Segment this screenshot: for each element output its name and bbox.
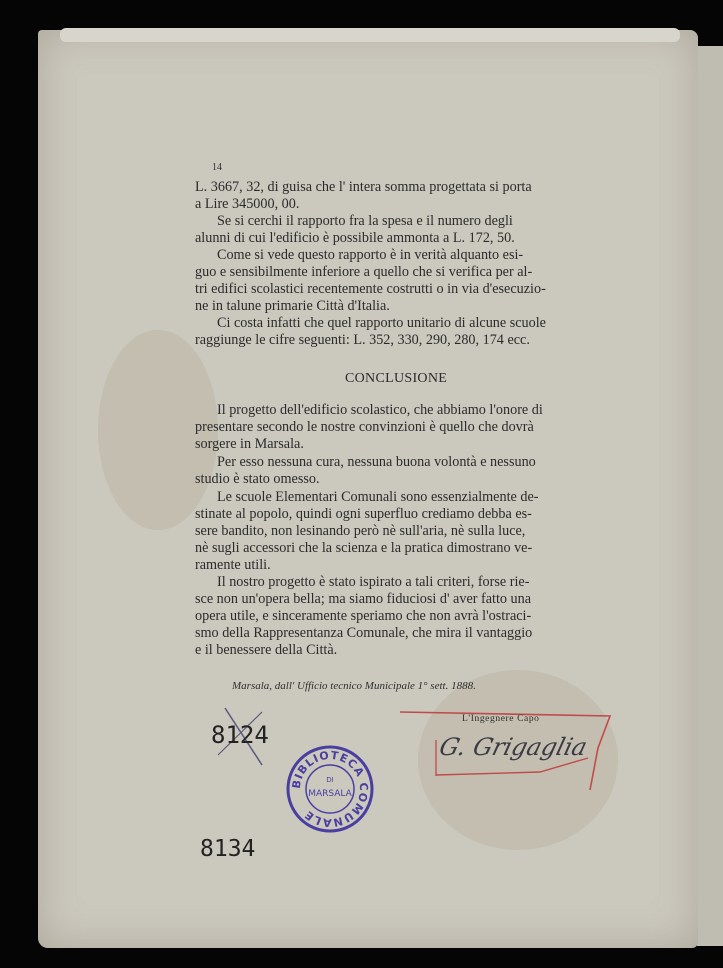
engineer-title: L'Ingegnere Capo bbox=[462, 714, 540, 724]
place-date-line: Marsala, dall' Ufficio tecnico Municipale 1° sett. 1888. bbox=[232, 680, 476, 692]
text-line: a Lire 345000, 00. bbox=[195, 196, 300, 212]
text-line: ne in talune primarie Città d'Italia. bbox=[195, 298, 390, 314]
inventory-number: 8134 bbox=[200, 836, 256, 862]
text-line: smo della Rappresentanza Comunale, che mira il vantaggio bbox=[195, 625, 533, 641]
text-line: sorgere in Marsala. bbox=[195, 436, 304, 452]
stamp-inner-text: MARSALA bbox=[308, 789, 352, 799]
text-line: stinate al popolo, quindi ogni superfluo crediamo debba es- bbox=[195, 506, 532, 522]
text-line: Il progetto dell'edificio scolastico, che abbiamo l'onore di bbox=[217, 402, 543, 418]
text-line: Ci costa infatti che quel rapporto unitario di alcune scuole bbox=[217, 315, 546, 331]
text-line: nè sugli accessori che la scienza e la pratica dimostrano ve- bbox=[195, 540, 533, 556]
text-line: studio è stato omesso. bbox=[195, 471, 320, 487]
text-line: Come si vede questo rapporto è in verità alquanto esi- bbox=[217, 247, 524, 263]
section-heading: CONCLUSIONE bbox=[345, 371, 448, 386]
text-line: tri edifici scolastici recentemente costrutti o in via d'esecuzio- bbox=[195, 281, 546, 297]
stamp-ring-text: BIBLIOTECA COMUNALE bbox=[289, 748, 371, 830]
stamp-inner-text: DI bbox=[326, 776, 334, 784]
text-line: Se si cerchi il rapporto fra la spesa e il numero degli bbox=[217, 213, 513, 229]
text-line: ramente utili. bbox=[195, 557, 271, 573]
text-line: Le scuole Elementari Comunali sono essenzialmente de- bbox=[217, 489, 539, 505]
text-line: L. 3667, 32, di guisa che l' intera somma progettata si porta bbox=[195, 179, 532, 195]
text-line: sce non un'opera bella; ma siamo fiduciosi d' aver fatto una bbox=[195, 591, 532, 607]
text-line: e il benessere della Città. bbox=[195, 642, 338, 658]
text-line: sere bandito, non lesinando però nè sull'aria, nè sulla luce, bbox=[195, 523, 526, 539]
text-line: raggiunge le cifre seguenti: L. 352, 330, 290, 280, 174 ecc. bbox=[195, 332, 530, 348]
text-line: Per esso nessuna cura, nessuna buona volontà e nessuno bbox=[217, 454, 536, 470]
text-line: guo e sensibilmente inferiore a quello che si verifica per al- bbox=[195, 264, 533, 280]
text-line: Il nostro progetto è stato ispirato a tali criteri, forse rie- bbox=[217, 574, 530, 590]
text-line: opera utile, e sinceramente speriamo che non avrà l'ostraci- bbox=[195, 608, 532, 624]
handwritten-signature: G. Grigaglia bbox=[436, 733, 591, 761]
text-line: presentare secondo le nostre convinzioni è quello che dovrà bbox=[195, 419, 534, 435]
text-line: alunni di cui l'edificio è possibile ammonta a L. 172, 50. bbox=[195, 230, 515, 246]
page-number: 14 bbox=[212, 162, 222, 173]
inventory-number-struck: 8124 bbox=[211, 721, 269, 749]
